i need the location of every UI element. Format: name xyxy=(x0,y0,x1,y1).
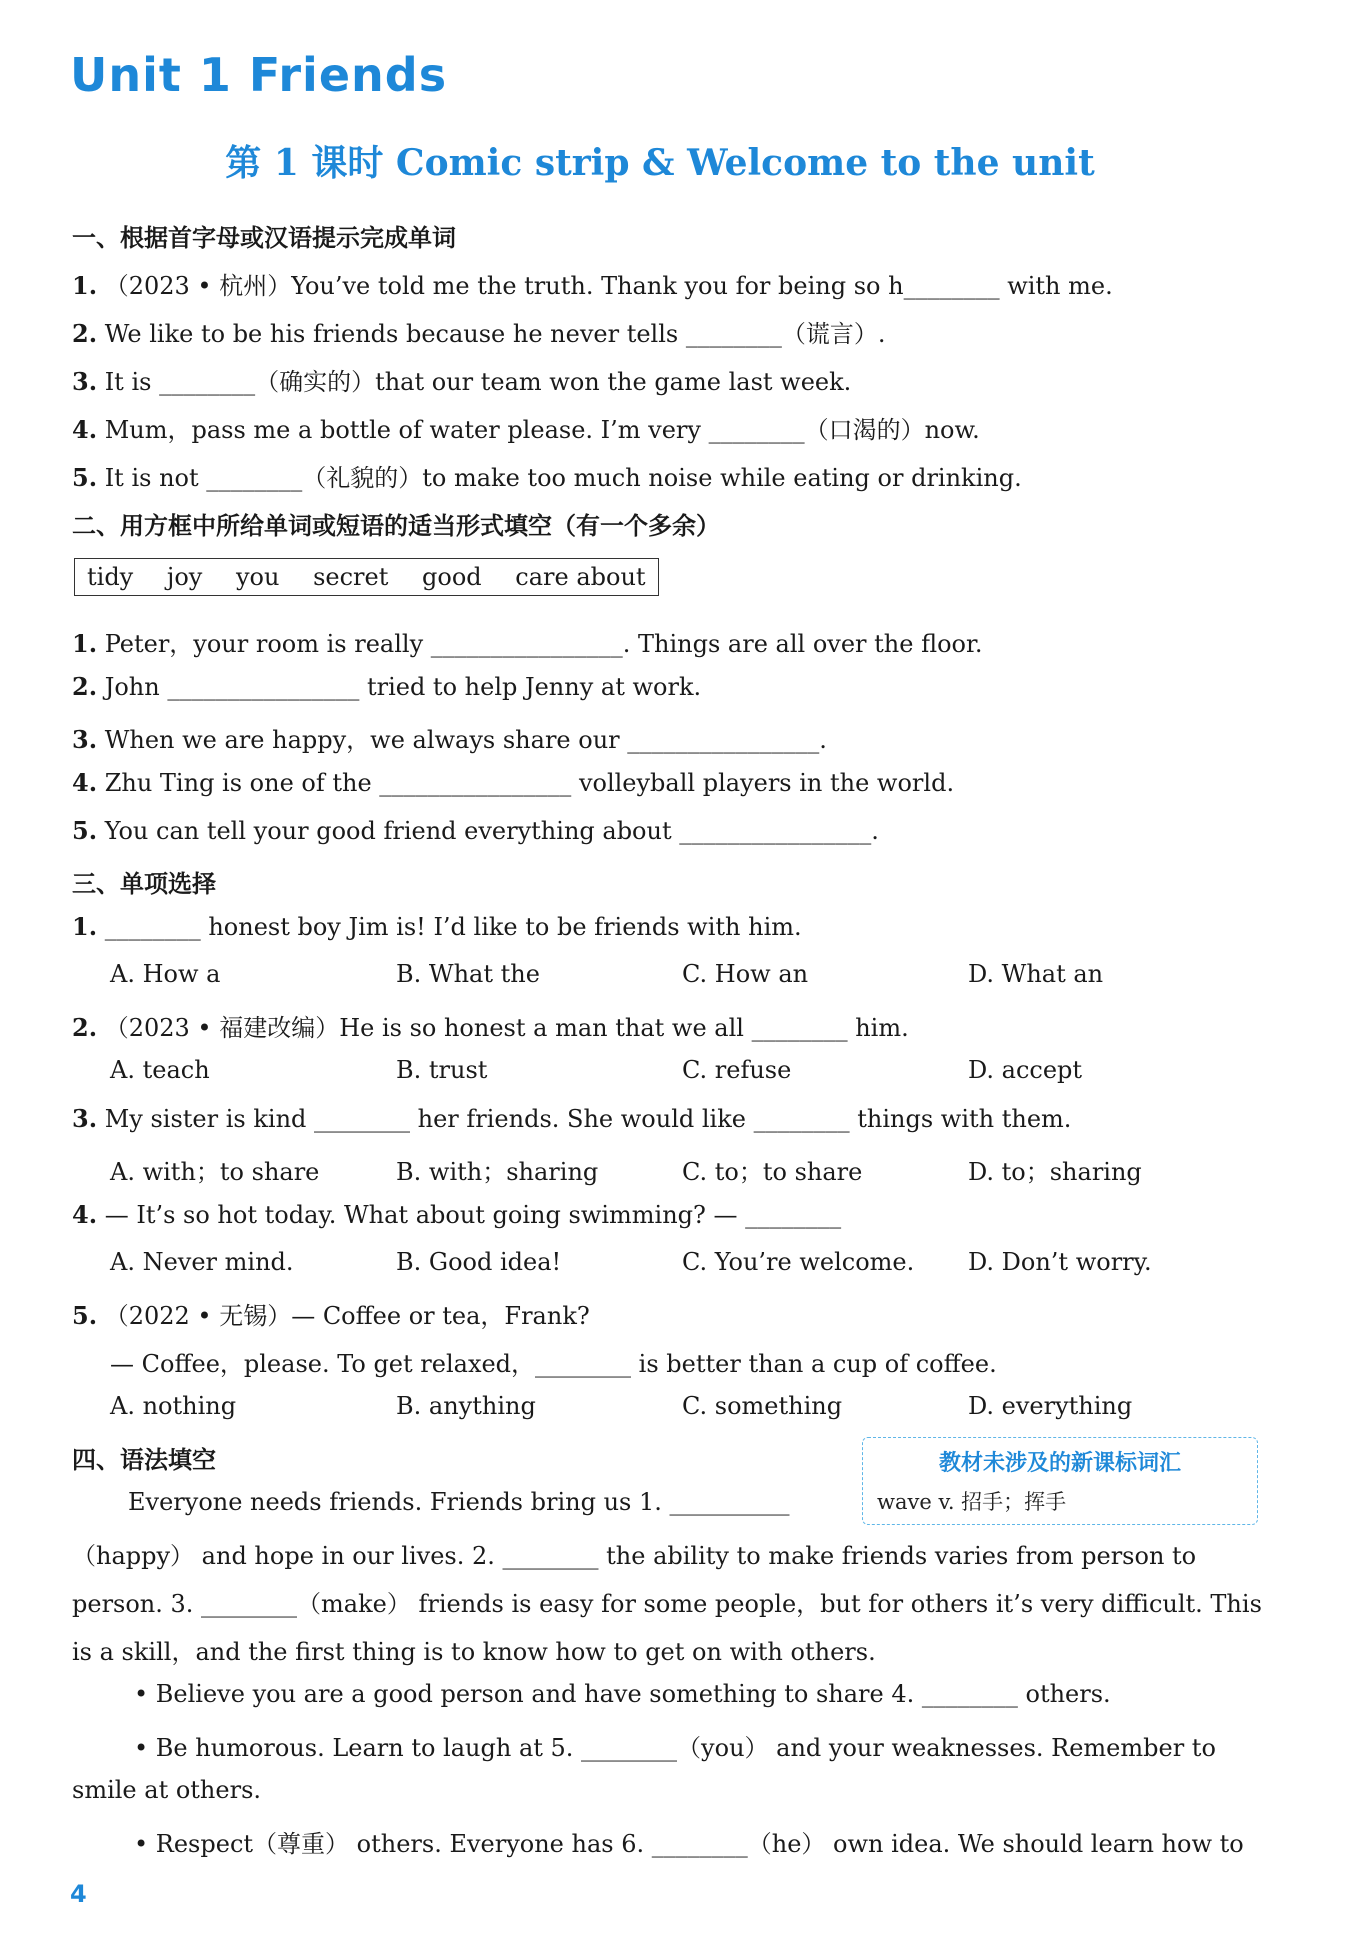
vocab-note-title: 教材未涉及的新课标词汇 xyxy=(938,1451,1181,1476)
vocab-note-box xyxy=(862,1437,1258,1525)
passage-line: smile at others. xyxy=(72,1776,262,1804)
option-c: C. How an xyxy=(682,960,809,988)
option-c: C. something xyxy=(682,1392,843,1420)
option-b: B. trust xyxy=(396,1056,488,1084)
option-d: D. to；sharing xyxy=(968,1158,1142,1186)
section1-item: 3. It is ________（确实的）that our team won the game last week. xyxy=(72,367,852,396)
option-d: D. What an xyxy=(968,960,1104,988)
section2-item: 2. John ________________ tried to help Jenny at work. xyxy=(72,672,702,701)
option-a: A. with；to share xyxy=(110,1158,320,1186)
passage-line: Everyone needs friends. Friends bring us 1. __________ xyxy=(128,1488,790,1516)
vocab-note-entry: wave v. 招手；挥手 xyxy=(877,1490,1067,1514)
section1-item: 4. Mum，pass me a bottle of water please. I’m very ________（口渴的）now. xyxy=(72,415,980,444)
word-option: good xyxy=(422,563,482,591)
question-stem: 4. — It’s so hot today. What about going swimming? — ________ xyxy=(72,1200,842,1229)
option-d: D. Don’t worry. xyxy=(968,1248,1152,1276)
option-a: A. nothing xyxy=(110,1392,237,1420)
option-c: C. refuse xyxy=(682,1056,792,1084)
word-option: joy xyxy=(166,563,203,591)
section4-heading: 四、语法填空 xyxy=(72,1446,216,1474)
question-stem-line2: — Coffee，please. To get relaxed，________ is better than a cup of coffee. xyxy=(110,1350,997,1378)
section2-item: 3. When we are happy，we always share our ________________. xyxy=(72,725,827,754)
section1-heading: 一、根据首字母或汉语提示完成单词 xyxy=(72,224,456,252)
section1-item: 1. （2023 • 杭州）You’ve told me the truth. Thank you for being so h________ with me. xyxy=(72,271,1113,300)
lesson-title: 第 1 课时 Comic strip & Welcome to the unit xyxy=(225,142,1095,184)
passage-bullet: • Believe you are a good person and have something to share 4. ________ others. xyxy=(134,1680,1111,1708)
option-a: A. teach xyxy=(110,1056,210,1084)
option-c: C. You’re welcome. xyxy=(682,1248,915,1276)
unit-title: Unit 1 Friends xyxy=(70,48,448,102)
word-option: you xyxy=(235,563,280,591)
option-b: B. with；sharing xyxy=(396,1158,599,1186)
passage-line: （happy） and hope in our lives. 2. ________ the ability to make friends varies from person to xyxy=(72,1542,1197,1570)
option-d: D. everything xyxy=(968,1392,1133,1420)
word-option: tidy xyxy=(87,563,134,591)
word-option: care about xyxy=(515,563,646,591)
passage-bullet: • Be humorous. Learn to laugh at 5. ________（you） and your weaknesses. Remember to xyxy=(134,1734,1216,1762)
section2-item: 5. You can tell your good friend everything about ________________. xyxy=(72,816,879,845)
option-d: D. accept xyxy=(968,1056,1083,1084)
question-stem: 3. My sister is kind ________ her friends. She would like ________ things with them. xyxy=(72,1104,1072,1133)
section1-item: 2. We like to be his friends because he never tells ________（谎言）. xyxy=(72,319,886,348)
option-a: A. Never mind. xyxy=(110,1248,294,1276)
passage-line: person. 3. ________（make） friends is easy for some people，but for others it’s very difficult. This xyxy=(72,1590,1262,1618)
option-b: B. Good idea! xyxy=(396,1248,562,1276)
question-stem: 1. ________ honest boy Jim is! I’d like to be friends with him. xyxy=(72,912,802,941)
question-stem: 5. （2022 • 无锡）— Coffee or tea，Frank? xyxy=(72,1301,590,1330)
option-b: B. What the xyxy=(396,960,540,988)
section2-item: 1. Peter，your room is really ________________. Things are all over the floor. xyxy=(72,629,983,658)
option-a: A. How a xyxy=(110,960,221,988)
option-c: C. to；to share xyxy=(682,1158,863,1186)
option-b: B. anything xyxy=(396,1392,536,1420)
word-option: secret xyxy=(313,563,389,591)
section2-item: 4. Zhu Ting is one of the ________________ volleyball players in the world. xyxy=(72,768,955,797)
section1-item: 5. It is not ________（礼貌的）to make too much noise while eating or drinking. xyxy=(72,463,1022,492)
passage-bullet: • Respect（尊重） others. Everyone has 6. ________（he） own idea. We should learn how to xyxy=(134,1830,1244,1858)
page-number: 4 xyxy=(70,1880,87,1908)
question-stem: 2. （2023 • 福建改编）He is so honest a man that we all ________ him. xyxy=(72,1013,909,1042)
section2-heading: 二、用方框中所给单词或短语的适当形式填空（有一个多余） xyxy=(72,512,720,540)
passage-line: is a skill，and the first thing is to know how to get on with others. xyxy=(72,1638,876,1666)
section3-heading: 三、单项选择 xyxy=(72,870,216,898)
word-box xyxy=(74,558,659,596)
